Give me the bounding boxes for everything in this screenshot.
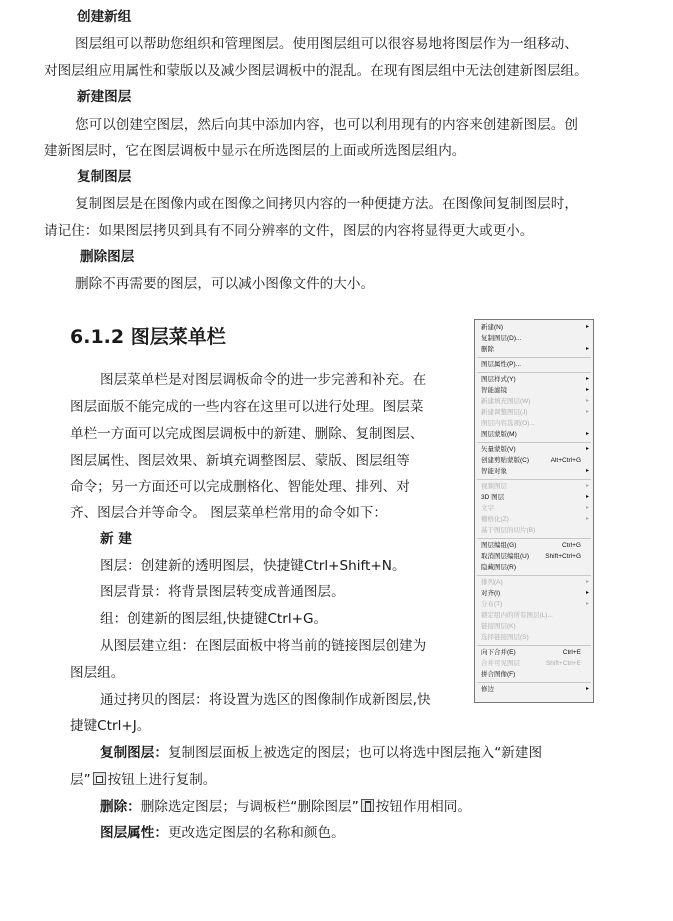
menu-item[interactable] [481, 430, 589, 439]
menu-item-label: 3D 图层 [481, 494, 505, 501]
menu-item-label: 链接图层(K) [481, 623, 516, 630]
paragraph-line: 图层组可以帮助您组织和管理图层。使用图层组可以很容易地将图层作为一组移动、 [75, 36, 578, 52]
new-item-line: 组：创建新的图层组,快捷键Ctrl+G。 [100, 611, 328, 627]
menu-item[interactable] [481, 334, 589, 343]
menu-item[interactable] [481, 515, 589, 524]
paragraph-line: 请记住：如果图层拷贝到具有不同分辨率的文件，图层的内容将显得更大或更小。 [44, 223, 534, 239]
del-line [100, 798, 471, 816]
menu-item-label: 新建填充图层(W) [481, 398, 531, 405]
submenu-arrow-icon: ▸ [585, 376, 589, 382]
menu-item-shortcut: Ctrl+G [562, 542, 581, 549]
paragraph-line: 您可以创建空图层，然后向其中添加内容，也可以利用现有的内容来创建新图层。创 [75, 117, 578, 133]
menu-item-label: 取消图层编组(U) [481, 553, 530, 560]
menu-item[interactable] [481, 563, 589, 572]
menu-item-label: 分布(T) [481, 601, 503, 608]
menu-item[interactable] [481, 541, 589, 550]
dup-text: 层” [70, 772, 91, 788]
menu-item[interactable] [481, 648, 589, 657]
dup-text: 按钮上进行复制。 [107, 772, 217, 788]
del-label: 删除： [100, 799, 141, 815]
submenu-arrow-icon: ▸ [585, 590, 589, 596]
new-item-line: 图层组。 [70, 665, 125, 681]
del-text: 删除选定图层；与调板栏“删除图层” [140, 799, 359, 815]
menu-item[interactable] [481, 408, 589, 417]
menu-item[interactable] [481, 600, 589, 609]
body-line: 图层菜单栏是对图层调板命令的进一步完善和补充。在 [100, 372, 427, 388]
menu-item-label: 合并可见图层 [481, 660, 520, 667]
menu-item[interactable] [481, 633, 589, 642]
dup-label: 复制图层： [100, 745, 168, 761]
paragraph-line: 对图层组应用属性和蒙版以及减少图层调板中的混乱。在现有图层组中无法创建新图层组。 [44, 63, 588, 79]
menu-item-label: 选择链接图层(S) [481, 634, 529, 641]
menu-item-label: 图层编组(G) [481, 542, 517, 549]
menu-item-label: 隐藏图层(R) [481, 564, 517, 571]
submenu-arrow-icon: ▸ [585, 601, 589, 607]
body-line: 单栏一方面可以完成图层调板中的新建、删除、复制图层、 [70, 426, 424, 442]
menu-separator [477, 372, 591, 373]
menu-item[interactable] [481, 419, 589, 428]
menu-item[interactable] [481, 456, 589, 465]
body-line: 图层属性、图层效果、新填充调整图层、蒙版、图层组等 [70, 453, 410, 469]
prop-text: 更改选定图层的名称和颜色。 [167, 825, 345, 841]
new-item-line: 捷键Ctrl+J。 [70, 718, 151, 734]
submenu-arrow-icon: ▸ [585, 505, 589, 511]
trash-icon [361, 799, 374, 812]
menu-item-label: 图层属性(P)... [481, 361, 522, 368]
submenu-arrow-icon: ▸ [585, 468, 589, 474]
menu-item[interactable] [481, 659, 589, 668]
paragraph-line: 删除不再需要的图层，可以减小图像文件的大小。 [75, 276, 375, 292]
menu-item-label: 删除 [481, 346, 494, 353]
new-item-line: 图层：创建新的透明图层，快捷键Ctrl+Shift+N。 [100, 558, 406, 574]
menu-item[interactable] [481, 375, 589, 384]
dup-line-2 [70, 771, 216, 789]
menu-item[interactable] [481, 611, 589, 620]
menu-item-label: 排列(A) [481, 579, 503, 586]
menu-separator [477, 479, 591, 480]
new-layer-icon [93, 772, 106, 785]
menu-item[interactable] [481, 345, 589, 354]
menu-item[interactable] [481, 360, 589, 369]
menu-item-label: 栅格化(Z) [481, 516, 509, 523]
menu-item[interactable] [481, 504, 589, 513]
menu-item-label: 图层样式(Y) [481, 376, 516, 383]
body-line: 齐、图层合并等命令。 图层菜单栏常用的命令如下： [70, 505, 387, 521]
new-item-line: 图层背景：将背景图层转变成普通图层。 [100, 584, 345, 600]
menu-item[interactable] [481, 397, 589, 406]
menu-item-label: 对齐(I) [481, 590, 501, 597]
menu-item-shortcut: Ctrl+E [562, 649, 581, 656]
menu-separator [477, 682, 591, 683]
dup-line [100, 744, 542, 762]
menu-item[interactable] [481, 467, 589, 476]
menu-item-label: 创建剪贴蒙版(C) [481, 457, 530, 464]
submenu-arrow-icon: ▸ [585, 409, 589, 415]
menu-item-label: 复制图层(D)... [481, 335, 522, 342]
layer-menu [474, 319, 594, 703]
menu-separator [477, 357, 591, 358]
menu-item-shortcut: Shift+Ctrl+E [545, 660, 581, 667]
menu-item[interactable] [481, 323, 589, 332]
menu-item-label: 图层蒙版(M) [481, 431, 517, 438]
menu-item-label: 智能对象 [481, 468, 507, 475]
submenu-arrow-icon: ▸ [585, 516, 589, 522]
menu-separator [477, 645, 591, 646]
menu-item[interactable] [481, 445, 589, 454]
submenu-arrow-icon: ▸ [585, 324, 589, 330]
section-title: 删除图层 [80, 249, 135, 265]
del-text: 按钮作用相同。 [375, 799, 471, 815]
menu-item[interactable] [481, 526, 589, 535]
menu-separator [477, 575, 591, 576]
menu-item-label: 文字 [481, 505, 494, 512]
submenu-arrow-icon: ▸ [585, 579, 589, 585]
menu-item-label: 新建调整图层(J) [481, 409, 528, 416]
menu-item[interactable] [481, 670, 589, 679]
submenu-arrow-icon: ▸ [585, 494, 589, 500]
menu-separator [477, 538, 591, 539]
paragraph-line: 建新图层时，它在图层调板中显示在所选图层的上面或所选图层组内。 [44, 143, 466, 159]
menu-item[interactable] [481, 386, 589, 395]
section-title: 复制图层 [77, 169, 132, 185]
menu-item-shortcut: Alt+Ctrl+G [550, 457, 581, 464]
menu-item[interactable] [481, 493, 589, 502]
menu-separator [477, 442, 591, 443]
new-title: 新 建 [100, 531, 132, 547]
section-title: 新建图层 [77, 89, 132, 105]
dup-text: 复制图层面板上被选定的图层；也可以将选中图层拖入“新建图 [167, 745, 543, 761]
menu-item-label: 新建(N) [481, 324, 504, 331]
submenu-arrow-icon: ▸ [585, 483, 589, 489]
submenu-arrow-icon: ▸ [585, 431, 589, 437]
submenu-arrow-icon: ▸ [585, 446, 589, 452]
section-title: 创建新组 [77, 9, 132, 25]
menu-item-label: 基于图层的切片(B) [481, 527, 536, 534]
body-line: 图层面版不能完成的一些内容在这里可以进行处理。图层菜 [70, 399, 424, 415]
menu-item-label: 拼合图像(F) [481, 671, 516, 678]
submenu-arrow-icon: ▸ [585, 686, 589, 692]
menu-item-label: 图层内容选项(O)... [481, 420, 535, 427]
paragraph-line: 复制图层是在图像内或在图像之间拷贝内容的一种便捷方法。在图像间复制图层时， [75, 196, 578, 212]
menu-item[interactable] [481, 589, 589, 598]
new-item-line: 从图层建立组：在图层面板中将当前的链接图层创建为 [100, 638, 427, 654]
menu-item[interactable] [481, 622, 589, 631]
submenu-arrow-icon: ▸ [585, 346, 589, 352]
submenu-arrow-icon: ▸ [585, 398, 589, 404]
menu-item-label: 锁定组内的所有图层(L)... [481, 612, 553, 619]
menu-item-label: 修边 [481, 686, 494, 693]
menu-item-shortcut: Shift+Ctrl+G [545, 553, 581, 560]
menu-item[interactable] [481, 685, 589, 694]
menu-item-label: 矢量蒙版(V) [481, 446, 516, 453]
menu-item[interactable] [481, 578, 589, 587]
prop-label: 图层属性： [100, 825, 168, 841]
menu-item-label: 智能滤镜 [481, 387, 507, 394]
section-heading: 6.1.2 图层菜单栏 [70, 326, 226, 348]
menu-item-label: 视频图层 [481, 483, 507, 490]
menu-item[interactable] [481, 552, 589, 561]
menu-item[interactable] [481, 482, 589, 491]
new-item-line: 通过拷贝的图层：将设置为选区的图像制作成新图层,快 [100, 692, 431, 708]
prop-line [100, 824, 345, 842]
menu-item-label: 向下合并(E) [481, 649, 516, 656]
submenu-arrow-icon: ▸ [585, 387, 589, 393]
body-line: 命令；另一方面还可以完成删格化、智能处理、排列、对 [70, 479, 410, 495]
